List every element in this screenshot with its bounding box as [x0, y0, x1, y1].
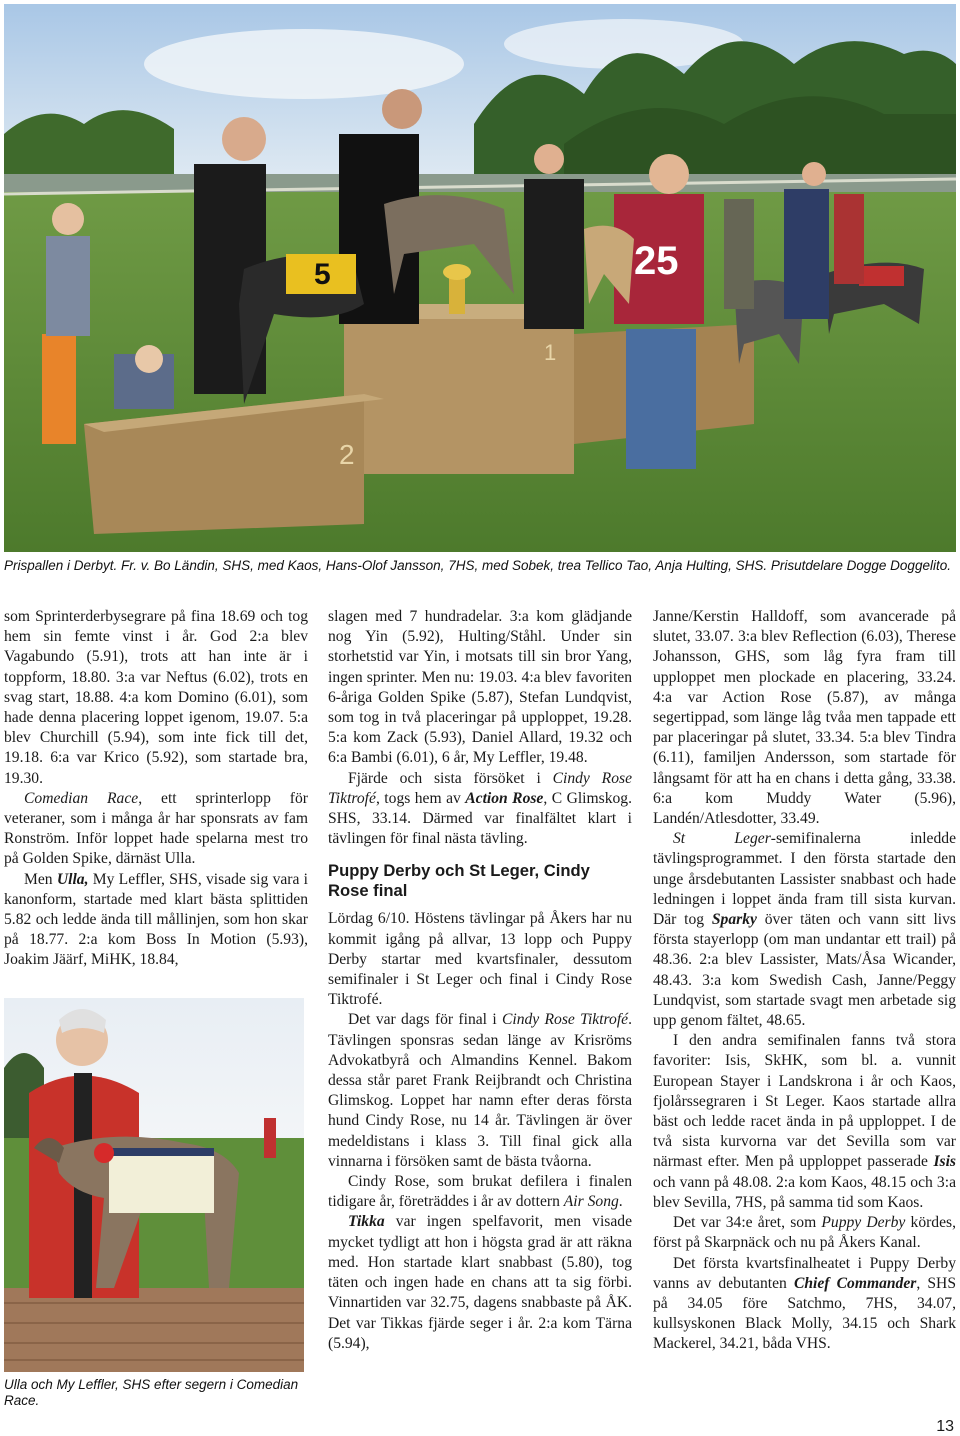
text-column-3	[653, 607, 956, 1355]
paragraph: som Sprinterderbysegrare på fina 18.69 och tog hem sin femte vinst i år. God 2:a blev Vagabundo (5.91), trots att han inte är i toppform, 18.80. 3:a var Neftus (6.02), trots en svag start, 18.88. 4:a kom Domino (6.01), som hade denna placering loppet igenom, 19.07. 5:a blev Churchill (5.94), som inte fick till det, 19.18. 6:a var Krico (5.92), som startade bra, 19.30.	[4, 608, 308, 787]
jersey-number: 25	[634, 239, 679, 283]
winner-photo	[4, 998, 304, 1372]
paragraph: Det första kvartsfinalheatet i Puppy Derby vanns av debutanten Chief Commander, SHS på 34.05 före Satchmo, 7HS, 34.07, kullsyskonen Black Molly, 34.15 och Shark Mackerel, 34.21, båda VHS.	[653, 1254, 956, 1353]
text-column-2	[328, 607, 632, 1354]
small-photo-caption: Ulla och My Leffler, SHS efter segern i Comedian Race.	[4, 1377, 299, 1408]
paragraph: St Leger-semifinalerna inledde tävlingsprogrammet. I den första startade den unge årsdebutanten Lassister snabbast och hade ledningen i loppet ända fram till sista kurvan. Där tog Sparky över täten och vann sitt livs första stayerlopp (om man undantar ett trail) på 48.36. 2:a blev Lassister, Mats/Åsa Wicander, 48.43. 3:a kom Swedish Cash, Janne/Peggy Lundqvist, som startade svagt men arbetade sig upp genom fältet, 48.65.	[653, 830, 956, 1030]
paragraph: Tikka var ingen spelfavorit, men visade mycket tydligt att hon i högsta grad är att räkna med. Hon startade klart snabbast (5.80), tog täten och ingen hade en chans att ta sig förbi. Vinnartiden var 32.75, dagens snabbaste på ÅK. Det var Tikkas fjärde seger i år. 2:a kom Tärna (5.94),	[328, 1213, 632, 1352]
paragraph: Det var dags för final i Cindy Rose Tiktrofé. Tävlingen sponsras sedan länge av Krisröms Advokatbyrå och Almandins Kennel. Bakom dessa står paret Frank Reijbrandt och Christina Glimskog. Loppet har namn efter deras första hund Cindy Rose, nu 14 år. Tävlingen är över medeldistans i klass 3. Till final gick alla vinnarna i försöken samt de bästa tvåorna.	[328, 1011, 632, 1170]
podium-number-second: 2	[339, 439, 355, 470]
top-photo-caption: Prispallen i Derbyt. Fr. v. Bo Ländin, SHS, med Kaos, Hans-Olof Jansson, 7HS, med Sobek, trea Tellico Tao, Anja Hulting, SHS. Prisutdelare Dogge Doggelito.	[4, 558, 951, 573]
paragraph: Janne/Kerstin Halldoff, som avancerade på slutet, 33.07. 3:a blev Reflection (6.03), Therese Johansson, GHS, som låg fyra fram till upploppet men plockade en placering, 33.24. 4:a var Action Rose (5.87), av många segertippad, som länge låg tvåa men tappade ett par placeringar på slutet, 33.34. 5:a blev Tindra (6.11), familjen Andersson, som startade för långsamt för att ha en chans i detta gång, 33.38. 6:a kom Muddy Water (5.96), Landén/Atlesdotter, 33.49.	[653, 608, 956, 828]
paragraph: Det var 34:e året, som Puppy Derby kördes, först på Skarpnäck och nu på Åkers Kanal.	[653, 1214, 956, 1252]
paragraph: slagen med 7 hundradelar. 3:a kom glädjande nog Yin (5.92), Hulting/Ståhl. Under sin storhetstid var Yin, i motsats till sin bror Yang, ingen sprinter. Men nu: 19.03. 4:a blev favoriten 6-åriga Golden Spike (5.87), Stefan Lundqvist, som tog in två placeringar på upploppet, 19.28. 5:a kom Zack (5.93), Daniel Allard, 19.32 och 6:a Bambi (6.01), 6 år, My Leffler, 19.48.	[328, 608, 632, 767]
paragraph: Cindy Rose, som brukat defilera i finalen tidigare år, företräddes i år av dottern Air Song.	[328, 1173, 632, 1211]
paragraph: Comedian Race, ett sprinterlopp för veteraner, som i många år har sponsrats av fam Ronström. Inför loppet hade spelarna mest tro på Golden Spike, därnäst Ulla.	[4, 789, 308, 868]
dog-blanket-number: 5	[314, 258, 331, 291]
paragraph: I den andra semifinalen fanns två stora favoriter: Isis, SkHK, som bl. a. vunnit European Stayer i Landskrona i år och Kaos, fjolårssegraren i St Leger. Kaos startade allra bäst och ledde racet ända in på upploppet. I de två sista kurvorna var det Sevilla som var närmast efter. Men på upploppet passerade Isis och vann på 48.08. 2:a kom Kaos, 48.15 och 3:a blev Sevilla, 7HS, på samma tid som Kaos.	[653, 1032, 956, 1211]
podium-photo	[4, 4, 956, 552]
text-column-1	[4, 607, 308, 971]
paragraph: Men Ulla, My Leffler, SHS, visade sig vara i kanonform, startade med klart bästa splittiden 5.82 och ledde ända till mållinjen, som hon skar på 18.77. 2:a kom Boss In Motion (5.93), Joakim Jäärf, MiHK, 18.84,	[4, 870, 308, 969]
paragraph: Lördag 6/10. Höstens tävlingar på Åkers har nu kommit igång på allvar, 13 lopp och Puppy Derby startar med kvartsfinaler, dessutom semifinaler i St Leger och final i Cindy Rose Tiktrofé.	[328, 910, 632, 1009]
paragraph: Fjärde och sista försöket i Cindy Rose Tiktrofé, togs hem av Action Rose, C Glimskog. SHS, 33.14. Därmed var finalfältet klart i tävlingen för final nästa tävling.	[328, 769, 632, 848]
section-heading: Puppy Derby och St Leger, Cindy Rose final	[328, 861, 590, 901]
page-number: 13	[936, 1418, 954, 1435]
podium-number-first: 1	[544, 340, 557, 365]
